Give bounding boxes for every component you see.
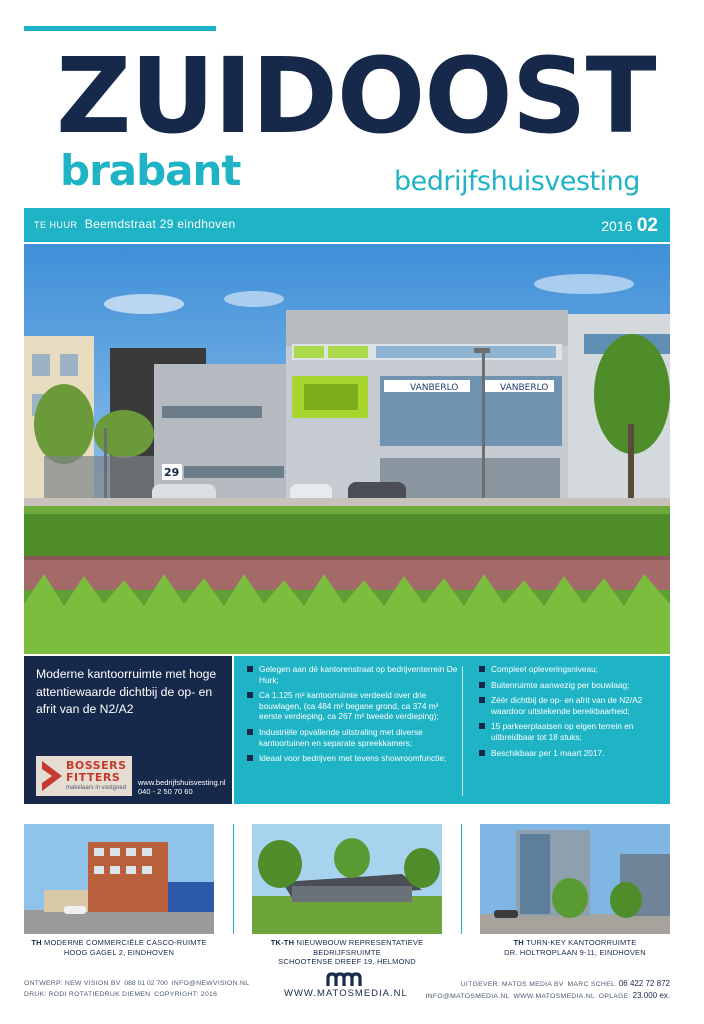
publisher-email[interactable]: INFO@MATOSMEDIA.NL — [425, 993, 510, 1000]
agent-website[interactable]: www.bedrijfshuisvesting.nl — [138, 778, 226, 787]
agent-phone: 040 - 2 50 70 60 — [138, 787, 193, 796]
sign-1: VANBERLO — [410, 383, 459, 393]
masthead-subtitle: brabant — [60, 146, 241, 195]
design-email[interactable]: INFO@NEWVISION.NL — [171, 980, 250, 987]
agent-logo-chevron-icon — [42, 761, 62, 791]
agent-logo-line1: BOSSERS — [66, 759, 127, 772]
publisher-website[interactable]: WWW.MATOSMEDIA.NL — [513, 993, 595, 1000]
matos-media-logo-icon — [324, 970, 364, 988]
feature-item: Beschikbaar per 1 maart 2017. — [476, 748, 666, 759]
issue-year: 2016 — [601, 218, 633, 234]
footer-credits-left — [24, 978, 249, 1000]
feature-item: Ideaal voor bedrijven met tevens showroomfunctie; — [244, 753, 462, 764]
masthead-tagline: bedrijfshuisvesting — [394, 166, 640, 197]
listing-tag: TH — [513, 938, 524, 947]
copyright: COPYRIGHT: 2016 — [154, 991, 218, 998]
house-number: 29 — [164, 466, 180, 479]
agent-contact — [138, 778, 226, 796]
publisher-url[interactable]: WWW.MATOSMEDIA.NL — [284, 988, 408, 999]
design-company: NEW VISION BV — [64, 980, 121, 987]
listing-address: SCHOOTENSE DREEF 19, HELMOND — [278, 957, 416, 966]
publisher-company: MATOS MEDIA BV — [501, 981, 564, 988]
listing-heading — [34, 217, 235, 231]
top-accent-line — [24, 26, 216, 31]
listing-divider — [233, 824, 234, 934]
listing-tag: TK-TH — [270, 938, 295, 947]
feature-item: Zéér dichtbij de op- en afrit van de N2/A2 waardoor uitstekende bereikbaarheid; — [476, 695, 666, 716]
circulation-label: OPLAGE: — [598, 993, 631, 1000]
footer-credits-right — [426, 978, 670, 1002]
publisher-phone: 06 422 72 872 — [618, 979, 670, 988]
agent-logo — [36, 756, 132, 796]
listing-caption-1[interactable] — [19, 938, 219, 957]
listing-tag: TH — [31, 938, 42, 947]
intro-panel — [24, 656, 232, 804]
listing-caption-3[interactable] — [475, 938, 675, 957]
publisher-contact: MARC SCHEL — [567, 981, 616, 988]
listing-address: DR. HOLTROPLAAN 9-11, EINDHOVEN — [504, 947, 646, 957]
feature-item: Ca 1.125 m² kantoorruimte verdeeld over drie bouwlagen, (ca 484 m² begane grond, ca 374 m² eerste verdieping, ca 267 m² tweede verdieping); — [244, 690, 462, 722]
features-divider — [462, 666, 463, 796]
publisher-label: UITGEVER: — [460, 981, 501, 988]
print-company: RODI ROTATIEDRUK DIEMEN — [48, 991, 151, 998]
feature-item: 15 parkeerplaatsen op eigen terrein en uitbreidbaar tot 18 stuks; — [476, 721, 666, 742]
listing-address: HOOG GAGEL 2, EINDHOVEN — [63, 947, 175, 957]
agent-logo-line3: makelaars in vastgoed — [66, 785, 127, 791]
intro-text: Moderne kantoorruimte met hoge attentiewaarde dichtbij de op- en afrit van de N2/A2 — [36, 667, 217, 716]
feature-item: Compleet opleveringsniveau; — [476, 664, 666, 675]
circulation-value: 23.000 ex. — [632, 991, 670, 1000]
masthead-title: ZUIDOOST — [56, 35, 656, 157]
features-panel — [234, 656, 670, 804]
feature-item: Gelegen aan dé kantorenstraat op bedrijventerrein De Hurk; — [244, 664, 462, 685]
design-label: ONTWERP: — [24, 980, 64, 987]
features-left — [244, 664, 462, 769]
agent-logo-line2: FITTERS — [66, 771, 121, 784]
title-band — [24, 208, 670, 242]
features-right — [476, 664, 666, 763]
hero-building-photo — [24, 244, 670, 654]
print-label: DRUK: — [24, 991, 47, 998]
listing-divider — [461, 824, 462, 934]
listing-title: NIEUWBOUW REPRESENTATIEVE BEDRIJFSRUIMTE — [296, 938, 424, 957]
sign-2: VANBERLO — [500, 383, 549, 393]
feature-item: Industriële opvallende uitstraling met diverse kantoortuinen en separate spreekkamers; — [244, 727, 462, 748]
listing-title: TURN-KEY KANTOORRUIMTE — [526, 938, 637, 947]
feature-item: Buitenruimte aanwezig per bouwlaag; — [476, 680, 666, 691]
listing-photo-1[interactable] — [24, 824, 214, 934]
issue-info — [601, 215, 658, 237]
listing-photo-3[interactable] — [480, 824, 670, 934]
listing-title: MODERNE COMMERCIËLE CASCO-RUIMTE — [44, 938, 207, 947]
listing-caption-2[interactable] — [247, 938, 447, 967]
listing-address: Beemdstraat 29 eindhoven — [84, 217, 236, 231]
design-phone: 088 01 02 700 — [124, 980, 168, 987]
issue-number: 02 — [636, 215, 658, 236]
listing-type: TE HUUR — [34, 220, 78, 230]
listing-photo-2[interactable] — [252, 824, 442, 934]
